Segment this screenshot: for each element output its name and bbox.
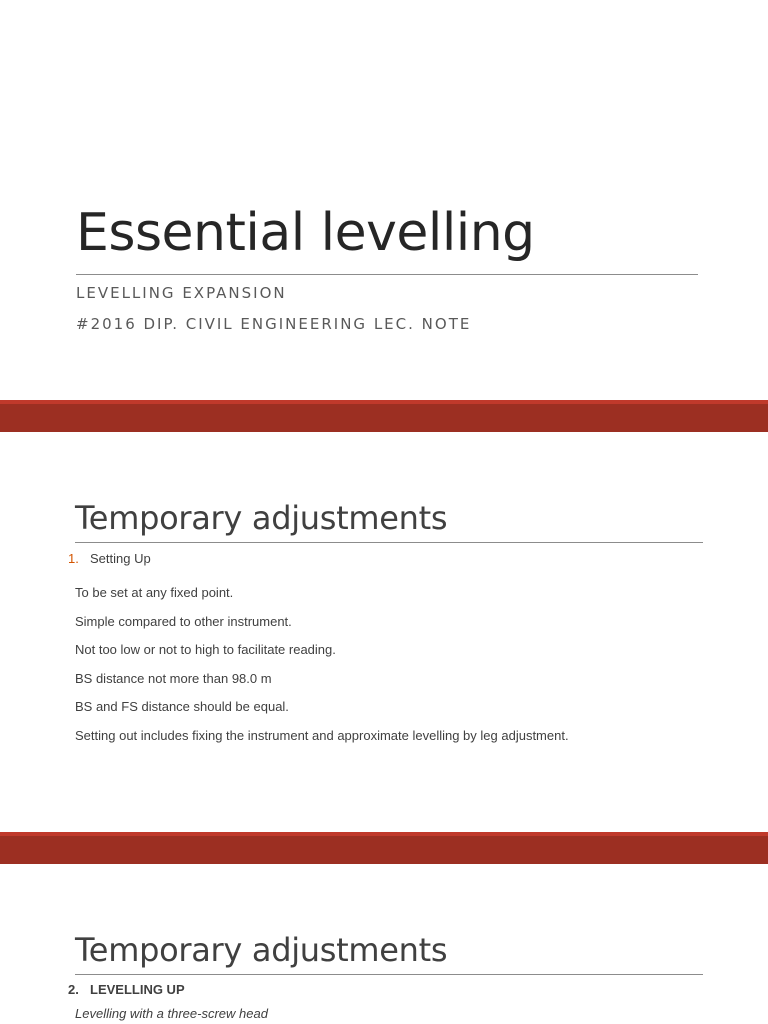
list-item: BS and FS distance should be equal. xyxy=(75,699,289,714)
content-slide-setting-up xyxy=(0,432,768,832)
list-item: To be set at any fixed point. xyxy=(75,585,234,600)
bullet-list xyxy=(75,579,569,750)
numbered-heading xyxy=(68,982,185,997)
presentation-title: Essential levelling xyxy=(76,203,535,263)
subtitle-course-note: #2016 DIP. CIVIL ENGINEERING LEC. NOTE xyxy=(76,315,472,333)
slide-separator xyxy=(0,400,768,432)
content-slide-levelling-up xyxy=(0,864,768,1024)
list-number: 1. xyxy=(68,551,79,566)
slide-separator xyxy=(0,832,768,864)
list-item: BS distance not more than 98.0 m xyxy=(75,670,272,686)
list-heading-label: LEVELLING UP xyxy=(90,982,185,997)
list-heading-label: Setting Up xyxy=(90,551,151,566)
slide-title: Temporary adjustments xyxy=(75,931,448,969)
italic-subheading: Levelling with a three-screw head xyxy=(75,1006,268,1021)
title-divider xyxy=(76,274,698,275)
list-number: 2. xyxy=(68,982,79,997)
title-divider xyxy=(75,542,703,543)
title-divider xyxy=(75,974,703,975)
title-slide xyxy=(0,0,768,400)
subtitle-levelling-expansion: LEVELLING EXPANSION xyxy=(76,284,287,302)
slide-title: Temporary adjustments xyxy=(75,499,448,537)
numbered-heading xyxy=(68,551,151,566)
list-item: Setting out includes fixing the instrument and approximate levelling by leg adjustment. xyxy=(75,727,569,743)
list-item: Simple compared to other instrument. xyxy=(75,613,292,629)
list-item: Not too low or not to high to facilitate reading. xyxy=(75,642,336,657)
